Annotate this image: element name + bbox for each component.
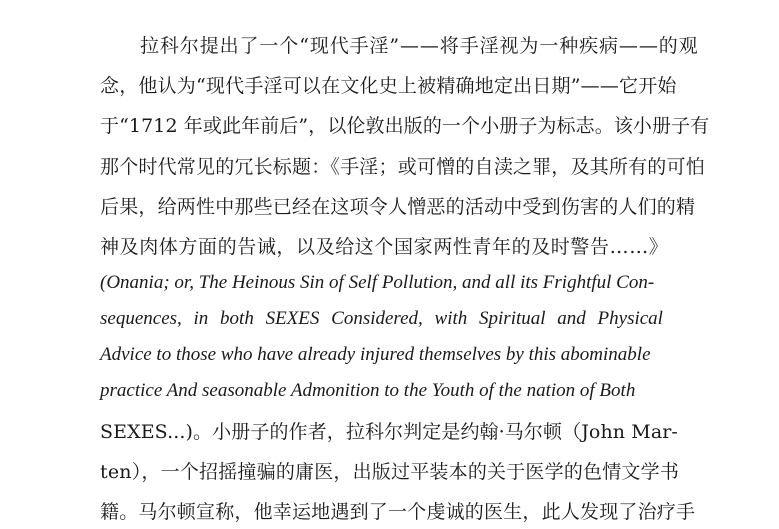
text-line-4: 那个时代常见的冗长标题：《手淫；或可憎的自渎之罪，及其所有的可怕 <box>100 156 705 178</box>
text-line-3: 于“1712 年或此年前后”，以伦敦出版的一个小册子为标志。该小册子有 <box>100 115 710 137</box>
text-line-13: 籍。马尔顿宣称，他幸运地遇到了一个虔诚的医生，此人发现了治疗手 <box>100 501 696 523</box>
text-line-10: practice And seasonable Admonition to the Youth of the nation of Both <box>100 380 636 401</box>
text-line-6: 神及肉体方面的告诫，以及给这个国家两性青年的及时警告……》 <box>100 236 669 258</box>
text-line-8: sequences, in both SEXES Considered, with Spiritual and Physical <box>100 308 663 329</box>
text-line-2: 念，他认为“现代手淫可以在文化史上被精确地定出日期”——它开始 <box>100 75 677 97</box>
text-line-9: Advice to those who have already injured themselves by this abominable <box>100 344 651 365</box>
text-line-12: ten），一个招摇撞骗的庸医，出版过平装本的关于医学的色情文学书 <box>100 461 680 483</box>
text-line-1: 拉科尔提出了一个“现代手淫”——将手淫视为一种疾病——的观 <box>140 35 699 57</box>
text-line-11: SEXES...)。小册子的作者，拉科尔判定是约翰·马尔顿（John Mar- <box>100 421 678 443</box>
text-line-7: (Onania; or, The Heinous Sin of Self Pollution, and all its Frightful Con- <box>100 272 655 293</box>
text-line-5: 后果，给两性中那些已经在这项令人憎恶的活动中受到伤害的人们的精 <box>100 196 696 218</box>
